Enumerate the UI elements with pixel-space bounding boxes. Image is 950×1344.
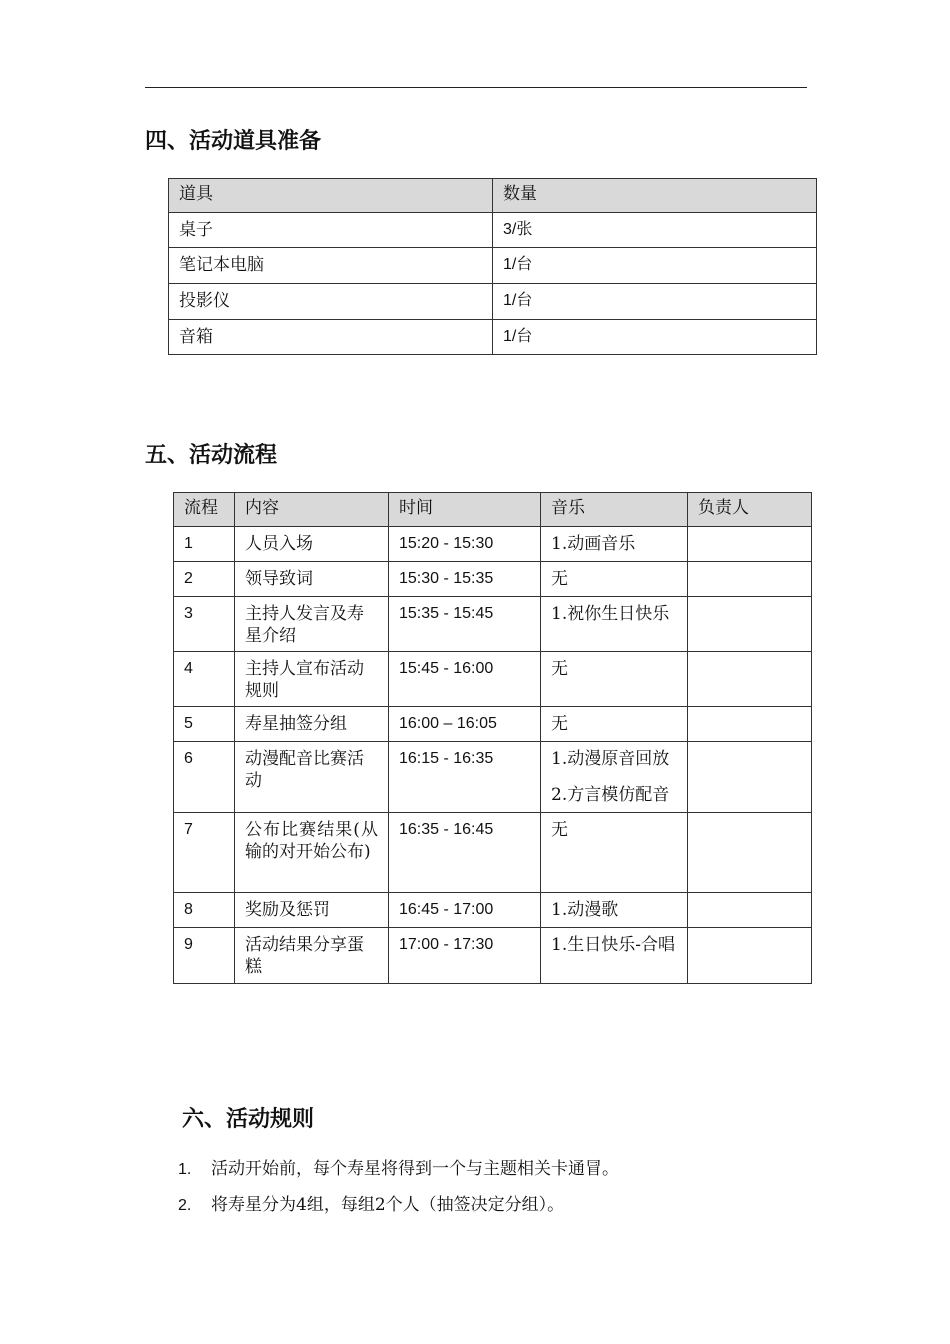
step-music: 1.动漫歌 xyxy=(541,893,688,928)
prop-name: 笔记本电脑 xyxy=(169,248,493,284)
step-owner xyxy=(688,597,812,652)
prop-quantity: 1/台 xyxy=(493,248,817,284)
step-content: 主持人宣布活动规则 xyxy=(235,652,389,707)
step-content: 奖励及惩罚 xyxy=(235,893,389,928)
step-time: 16:15 - 16:35 xyxy=(389,742,541,813)
step-time: 15:45 - 16:00 xyxy=(389,652,541,707)
step-time: 15:20 - 15:30 xyxy=(389,527,541,562)
section5-title: 五、活动流程 xyxy=(145,443,278,468)
step-owner xyxy=(688,742,812,813)
step-content: 领导致词 xyxy=(235,562,389,597)
step-number: 5 xyxy=(174,707,235,742)
table-row xyxy=(174,742,812,813)
step-number: 7 xyxy=(174,813,235,893)
header-step: 流程 xyxy=(174,493,235,527)
table-row xyxy=(174,707,812,742)
header-prop: 道具 xyxy=(169,179,493,213)
prop-quantity: 3/张 xyxy=(493,213,817,248)
schedule-table xyxy=(173,492,812,984)
step-music: 无 xyxy=(541,652,688,707)
header-content: 内容 xyxy=(235,493,389,527)
music-track: 1.动漫原音回放 xyxy=(551,749,670,769)
table-row xyxy=(169,320,817,355)
step-number: 4 xyxy=(174,652,235,707)
section6-title: 六、活动规则 xyxy=(182,1107,315,1132)
table-row xyxy=(169,213,817,248)
step-music: 1.祝你生日快乐 xyxy=(541,597,688,652)
table-row xyxy=(174,928,812,984)
step-owner xyxy=(688,527,812,562)
step-content: 动漫配音比赛活动 xyxy=(235,742,389,813)
step-number: 8 xyxy=(174,893,235,928)
step-music: 无 xyxy=(541,562,688,597)
table-header-row xyxy=(174,493,812,527)
step-owner xyxy=(688,562,812,597)
header-owner: 负责人 xyxy=(688,493,812,527)
step-music: 无 xyxy=(541,707,688,742)
step-number: 2 xyxy=(174,562,235,597)
table-row xyxy=(174,562,812,597)
rule-text: 将寿星分为4组，每组2个人（抽签决定分组）。 xyxy=(211,1195,565,1215)
header-quantity: 数量 xyxy=(493,179,817,213)
step-content: 活动结果分享蛋糕 xyxy=(235,928,389,984)
step-owner xyxy=(688,893,812,928)
table-row xyxy=(174,652,812,707)
step-content: 公布比赛结果(从输的对开始公布) xyxy=(235,813,389,893)
step-time: 15:30 - 15:35 xyxy=(389,562,541,597)
header-divider xyxy=(145,87,807,88)
step-owner xyxy=(688,813,812,893)
header-music: 音乐 xyxy=(541,493,688,527)
table-row xyxy=(174,597,812,652)
step-owner xyxy=(688,707,812,742)
step-time: 16:35 - 16:45 xyxy=(389,813,541,893)
header-time: 时间 xyxy=(389,493,541,527)
step-music: 无 xyxy=(541,813,688,893)
step-content: 主持人发言及寿星介绍 xyxy=(235,597,389,652)
step-music xyxy=(541,742,688,813)
table-row xyxy=(169,284,817,320)
list-item xyxy=(178,1191,619,1227)
list-index: 1. xyxy=(178,1161,192,1178)
table-row xyxy=(174,527,812,562)
prop-name: 投影仪 xyxy=(169,284,493,320)
step-number: 3 xyxy=(174,597,235,652)
step-owner xyxy=(688,652,812,707)
rule-text: 活动开始前，每个寿星将得到一个与主题相关卡通冒。 xyxy=(211,1159,619,1179)
prop-name: 桌子 xyxy=(169,213,493,248)
step-music: 1.生日快乐-合唱 xyxy=(541,928,688,984)
list-index: 2. xyxy=(178,1197,192,1214)
table-row xyxy=(174,893,812,928)
step-number: 1 xyxy=(174,527,235,562)
step-number: 9 xyxy=(174,928,235,984)
step-time: 16:00 – 16:05 xyxy=(389,707,541,742)
table-row xyxy=(174,813,812,893)
props-table xyxy=(168,178,817,355)
step-music: 1.动画音乐 xyxy=(541,527,688,562)
table-row xyxy=(169,248,817,284)
prop-name: 音箱 xyxy=(169,320,493,355)
section4-title: 四、活动道具准备 xyxy=(145,129,322,154)
step-content: 寿星抽签分组 xyxy=(235,707,389,742)
step-time: 15:35 - 15:45 xyxy=(389,597,541,652)
prop-quantity: 1/台 xyxy=(493,284,817,320)
table-header-row xyxy=(169,179,817,213)
step-time: 17:00 - 17:30 xyxy=(389,928,541,984)
prop-quantity: 1/台 xyxy=(493,320,817,355)
list-item xyxy=(178,1155,619,1191)
step-number: 6 xyxy=(174,742,235,813)
music-track: 2.方言模仿配音 xyxy=(551,785,670,805)
step-content: 人员入场 xyxy=(235,527,389,562)
step-time: 16:45 - 17:00 xyxy=(389,893,541,928)
rules-list xyxy=(178,1155,619,1227)
step-owner xyxy=(688,928,812,984)
